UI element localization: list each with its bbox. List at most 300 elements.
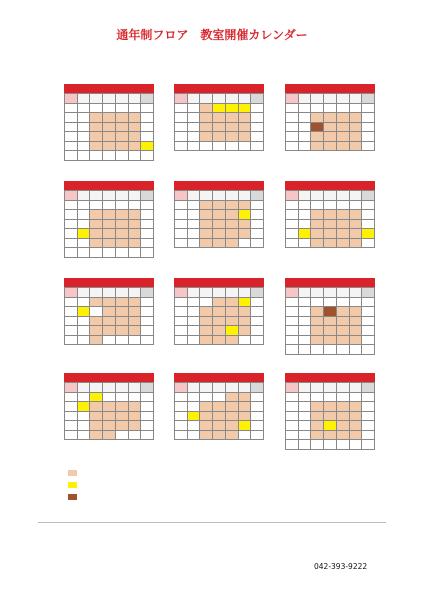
day-cell xyxy=(188,393,201,403)
month-calendar xyxy=(285,84,375,151)
day-cell xyxy=(103,412,116,422)
day-cell xyxy=(90,317,103,327)
day-cell xyxy=(251,412,264,422)
day-cell xyxy=(213,431,226,441)
day-cell xyxy=(129,113,142,123)
day-cell xyxy=(337,220,350,230)
day-cell xyxy=(141,201,154,211)
month-grid xyxy=(64,382,154,440)
day-cell xyxy=(286,132,299,142)
weekday-cell xyxy=(239,383,252,393)
day-cell xyxy=(103,336,116,346)
day-cell xyxy=(141,431,154,441)
day-cell xyxy=(299,132,312,142)
weekday-cell xyxy=(311,191,324,201)
day-cell xyxy=(188,123,201,133)
day-cell xyxy=(90,132,103,142)
day-cell xyxy=(251,421,264,431)
day-cell xyxy=(90,298,103,308)
day-cell xyxy=(200,210,213,220)
day-cell xyxy=(299,229,312,239)
day-cell xyxy=(213,210,226,220)
day-cell xyxy=(200,307,213,317)
day-cell xyxy=(299,402,312,412)
weekday-cell xyxy=(362,191,375,201)
weekday-cell xyxy=(200,191,213,201)
day-cell xyxy=(286,210,299,220)
day-cell xyxy=(213,239,226,249)
day-cell xyxy=(65,132,78,142)
day-cell xyxy=(299,336,312,346)
day-cell xyxy=(116,412,129,422)
day-cell xyxy=(188,412,201,422)
day-cell xyxy=(350,307,363,317)
day-cell xyxy=(65,113,78,123)
day-cell xyxy=(90,248,103,258)
day-cell xyxy=(188,336,201,346)
weekday-cell xyxy=(78,94,91,104)
day-cell xyxy=(337,431,350,441)
month-header xyxy=(64,373,154,382)
day-cell xyxy=(311,298,324,308)
month-calendar xyxy=(285,181,375,248)
day-cell xyxy=(78,229,91,239)
weekday-cell xyxy=(90,94,103,104)
weekday-cell xyxy=(213,94,226,104)
day-cell xyxy=(78,402,91,412)
day-cell xyxy=(362,220,375,230)
day-cell xyxy=(251,142,264,152)
day-cell xyxy=(188,326,201,336)
day-cell xyxy=(188,307,201,317)
day-cell xyxy=(200,421,213,431)
day-cell xyxy=(65,402,78,412)
day-cell xyxy=(226,393,239,403)
weekday-cell xyxy=(299,191,312,201)
day-cell xyxy=(213,412,226,422)
day-cell xyxy=(175,393,188,403)
day-cell xyxy=(350,412,363,422)
day-cell xyxy=(362,393,375,403)
day-cell xyxy=(350,317,363,327)
day-cell xyxy=(213,104,226,114)
day-cell xyxy=(78,201,91,211)
day-cell xyxy=(337,132,350,142)
day-cell xyxy=(362,210,375,220)
day-cell xyxy=(286,412,299,422)
day-cell xyxy=(239,326,252,336)
day-cell xyxy=(213,402,226,412)
day-cell xyxy=(129,151,142,161)
weekday-cell xyxy=(362,288,375,298)
day-cell xyxy=(311,317,324,327)
day-cell xyxy=(141,402,154,412)
day-cell xyxy=(90,393,103,403)
day-cell xyxy=(239,298,252,308)
day-cell xyxy=(175,412,188,422)
month-grid xyxy=(174,190,264,248)
day-cell xyxy=(362,317,375,327)
day-cell xyxy=(65,336,78,346)
day-cell xyxy=(103,151,116,161)
day-cell xyxy=(90,239,103,249)
day-cell xyxy=(200,317,213,327)
day-cell xyxy=(188,229,201,239)
month-grid xyxy=(174,382,264,440)
weekday-cell xyxy=(116,383,129,393)
day-cell xyxy=(213,113,226,123)
day-cell xyxy=(286,142,299,152)
day-cell xyxy=(78,421,91,431)
day-cell xyxy=(141,142,154,152)
day-cell xyxy=(239,201,252,211)
day-cell xyxy=(324,113,337,123)
weekday-cell xyxy=(337,288,350,298)
day-cell xyxy=(324,142,337,152)
weekday-cell xyxy=(141,383,154,393)
month-grid xyxy=(285,287,375,355)
day-cell xyxy=(90,210,103,220)
day-cell xyxy=(141,113,154,123)
day-cell xyxy=(116,201,129,211)
day-cell xyxy=(175,210,188,220)
month-grid xyxy=(64,93,154,161)
day-cell xyxy=(299,412,312,422)
day-cell xyxy=(200,104,213,114)
month-header xyxy=(285,84,375,93)
month-grid xyxy=(64,190,154,258)
weekday-cell xyxy=(129,288,142,298)
day-cell xyxy=(103,298,116,308)
weekday-cell xyxy=(188,94,201,104)
day-cell xyxy=(65,239,78,249)
day-cell xyxy=(286,336,299,346)
weekday-cell xyxy=(239,288,252,298)
day-cell xyxy=(65,326,78,336)
day-cell xyxy=(129,104,142,114)
day-cell xyxy=(239,431,252,441)
day-cell xyxy=(213,132,226,142)
day-cell xyxy=(116,248,129,258)
month-header xyxy=(285,278,375,287)
day-cell xyxy=(129,239,142,249)
day-cell xyxy=(175,326,188,336)
day-cell xyxy=(141,104,154,114)
day-cell xyxy=(90,402,103,412)
day-cell xyxy=(286,402,299,412)
day-cell xyxy=(362,113,375,123)
day-cell xyxy=(116,307,129,317)
day-cell xyxy=(251,317,264,327)
weekday-cell xyxy=(175,94,188,104)
day-cell xyxy=(103,317,116,327)
day-cell xyxy=(362,123,375,133)
weekday-cell xyxy=(324,383,337,393)
day-cell xyxy=(337,326,350,336)
day-cell xyxy=(116,298,129,308)
day-cell xyxy=(65,104,78,114)
day-cell xyxy=(129,412,142,422)
day-cell xyxy=(239,393,252,403)
day-cell xyxy=(350,123,363,133)
day-cell xyxy=(65,298,78,308)
day-cell xyxy=(200,402,213,412)
month-calendar xyxy=(64,84,154,161)
day-cell xyxy=(213,336,226,346)
weekday-cell xyxy=(90,383,103,393)
day-cell xyxy=(311,393,324,403)
month-grid xyxy=(174,93,264,151)
day-cell xyxy=(324,345,337,355)
day-cell xyxy=(324,104,337,114)
day-cell xyxy=(251,239,264,249)
day-cell xyxy=(239,142,252,152)
day-cell xyxy=(324,402,337,412)
month-header xyxy=(174,181,264,190)
day-cell xyxy=(286,113,299,123)
day-cell xyxy=(324,239,337,249)
day-cell xyxy=(286,421,299,431)
day-cell xyxy=(141,298,154,308)
day-cell xyxy=(141,239,154,249)
day-cell xyxy=(78,123,91,133)
day-cell xyxy=(188,104,201,114)
day-cell xyxy=(362,345,375,355)
day-cell xyxy=(200,336,213,346)
day-cell xyxy=(239,220,252,230)
day-cell xyxy=(226,298,239,308)
day-cell xyxy=(311,402,324,412)
day-cell xyxy=(65,220,78,230)
day-cell xyxy=(213,298,226,308)
day-cell xyxy=(286,317,299,327)
month-calendar xyxy=(174,373,264,440)
day-cell xyxy=(311,307,324,317)
day-cell xyxy=(129,298,142,308)
weekday-cell xyxy=(337,191,350,201)
legend-swatch-holiday xyxy=(68,482,77,488)
day-cell xyxy=(65,431,78,441)
day-cell xyxy=(362,431,375,441)
day-cell xyxy=(90,123,103,133)
day-cell xyxy=(103,248,116,258)
day-cell xyxy=(78,307,91,317)
day-cell xyxy=(251,123,264,133)
day-cell xyxy=(141,229,154,239)
weekday-cell xyxy=(286,288,299,298)
day-cell xyxy=(299,326,312,336)
day-cell xyxy=(337,210,350,220)
day-cell xyxy=(350,393,363,403)
day-cell xyxy=(286,104,299,114)
day-cell xyxy=(362,239,375,249)
day-cell xyxy=(200,393,213,403)
day-cell xyxy=(78,104,91,114)
day-cell xyxy=(350,239,363,249)
day-cell xyxy=(286,345,299,355)
weekday-cell xyxy=(311,383,324,393)
weekday-cell xyxy=(103,383,116,393)
day-cell xyxy=(129,229,142,239)
day-cell xyxy=(362,229,375,239)
weekday-cell xyxy=(324,288,337,298)
day-cell xyxy=(129,431,142,441)
day-cell xyxy=(337,113,350,123)
day-cell xyxy=(129,402,142,412)
day-cell xyxy=(103,123,116,133)
day-cell xyxy=(337,229,350,239)
weekday-cell xyxy=(251,191,264,201)
weekday-cell xyxy=(129,191,142,201)
weekday-cell xyxy=(103,94,116,104)
day-cell xyxy=(324,317,337,327)
day-cell xyxy=(103,421,116,431)
day-cell xyxy=(213,201,226,211)
day-cell xyxy=(141,151,154,161)
day-cell xyxy=(78,431,91,441)
weekday-cell xyxy=(362,94,375,104)
day-cell xyxy=(200,326,213,336)
day-cell xyxy=(286,239,299,249)
day-cell xyxy=(324,298,337,308)
day-cell xyxy=(311,421,324,431)
day-cell xyxy=(251,229,264,239)
day-cell xyxy=(129,326,142,336)
day-cell xyxy=(116,113,129,123)
day-cell xyxy=(65,421,78,431)
day-cell xyxy=(362,326,375,336)
day-cell xyxy=(299,307,312,317)
day-cell xyxy=(116,317,129,327)
day-cell xyxy=(350,142,363,152)
day-cell xyxy=(226,421,239,431)
day-cell xyxy=(299,345,312,355)
center-phone: 042-393-9222 xyxy=(314,562,368,571)
day-cell xyxy=(129,123,142,133)
month-grid xyxy=(64,287,154,345)
day-cell xyxy=(103,239,116,249)
day-cell xyxy=(175,421,188,431)
day-cell xyxy=(350,220,363,230)
day-cell xyxy=(213,393,226,403)
weekday-cell xyxy=(78,288,91,298)
day-cell xyxy=(78,210,91,220)
day-cell xyxy=(175,239,188,249)
day-cell xyxy=(78,239,91,249)
day-cell xyxy=(226,336,239,346)
weekday-cell xyxy=(213,191,226,201)
weekday-cell xyxy=(226,94,239,104)
day-cell xyxy=(188,298,201,308)
day-cell xyxy=(175,142,188,152)
day-cell xyxy=(350,326,363,336)
day-cell xyxy=(239,239,252,249)
weekday-cell xyxy=(299,94,312,104)
day-cell xyxy=(116,151,129,161)
day-cell xyxy=(350,298,363,308)
day-cell xyxy=(324,210,337,220)
day-cell xyxy=(90,220,103,230)
day-cell xyxy=(350,421,363,431)
day-cell xyxy=(129,317,142,327)
day-cell xyxy=(116,229,129,239)
day-cell xyxy=(337,393,350,403)
day-cell xyxy=(103,132,116,142)
day-cell xyxy=(311,220,324,230)
month-header xyxy=(174,84,264,93)
day-cell xyxy=(175,229,188,239)
day-cell xyxy=(90,326,103,336)
day-cell xyxy=(311,345,324,355)
day-cell xyxy=(324,326,337,336)
day-cell xyxy=(239,113,252,123)
day-cell xyxy=(65,123,78,133)
day-cell xyxy=(251,220,264,230)
day-cell xyxy=(350,210,363,220)
day-cell xyxy=(299,239,312,249)
day-cell xyxy=(65,307,78,317)
day-cell xyxy=(350,201,363,211)
day-cell xyxy=(116,104,129,114)
day-cell xyxy=(362,336,375,346)
day-cell xyxy=(251,132,264,142)
weekday-cell xyxy=(200,94,213,104)
day-cell xyxy=(226,104,239,114)
day-cell xyxy=(337,440,350,450)
day-cell xyxy=(226,317,239,327)
month-grid xyxy=(174,287,264,345)
day-cell xyxy=(299,201,312,211)
weekday-cell xyxy=(103,288,116,298)
day-cell xyxy=(286,201,299,211)
day-cell xyxy=(311,412,324,422)
day-cell xyxy=(213,220,226,230)
day-cell xyxy=(362,104,375,114)
month-header xyxy=(174,373,264,382)
day-cell xyxy=(239,336,252,346)
day-cell xyxy=(286,440,299,450)
day-cell xyxy=(311,431,324,441)
day-cell xyxy=(226,132,239,142)
day-cell xyxy=(286,393,299,403)
weekday-cell xyxy=(116,288,129,298)
day-cell xyxy=(324,220,337,230)
day-cell xyxy=(129,220,142,230)
day-cell xyxy=(251,402,264,412)
day-cell xyxy=(350,431,363,441)
day-cell xyxy=(226,142,239,152)
month-header xyxy=(64,278,154,287)
day-cell xyxy=(299,123,312,133)
day-cell xyxy=(286,229,299,239)
day-cell xyxy=(200,132,213,142)
day-cell xyxy=(239,104,252,114)
day-cell xyxy=(78,132,91,142)
day-cell xyxy=(362,142,375,152)
month-calendar xyxy=(64,278,154,345)
weekday-cell xyxy=(78,383,91,393)
day-cell xyxy=(226,113,239,123)
day-cell xyxy=(65,248,78,258)
day-cell xyxy=(226,239,239,249)
weekday-cell xyxy=(239,94,252,104)
day-cell xyxy=(200,142,213,152)
day-cell xyxy=(116,132,129,142)
day-cell xyxy=(239,132,252,142)
day-cell xyxy=(65,393,78,403)
day-cell xyxy=(226,412,239,422)
day-cell xyxy=(226,229,239,239)
